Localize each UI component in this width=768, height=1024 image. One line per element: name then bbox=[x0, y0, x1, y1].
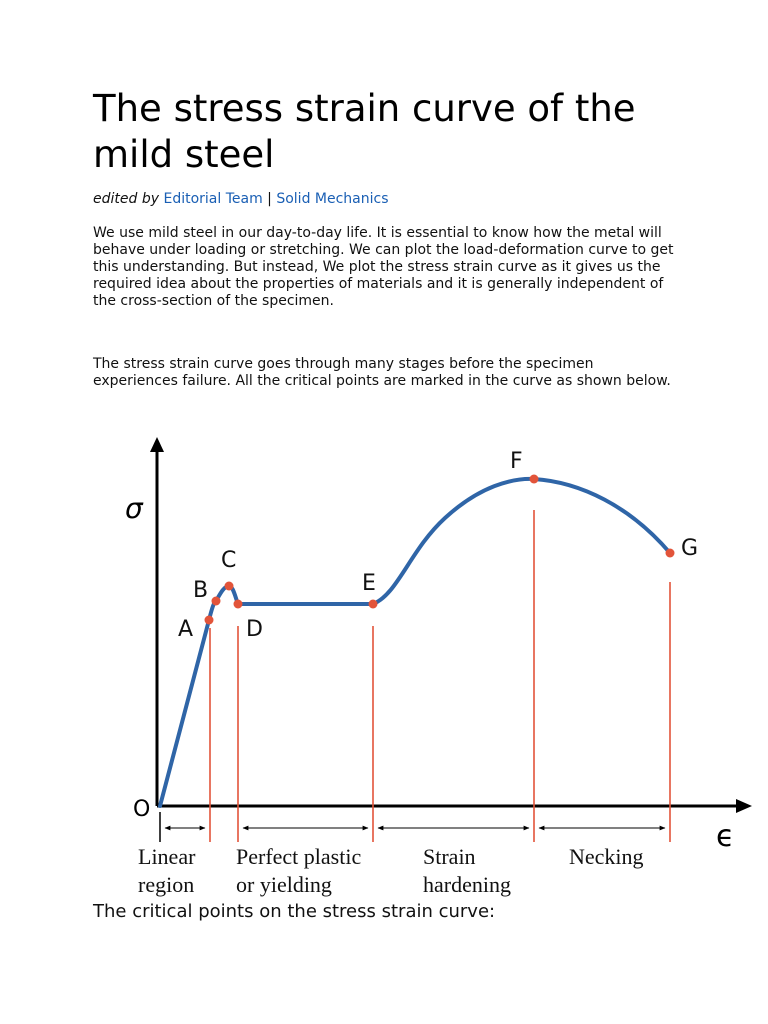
plastic-region-label-line1: Perfect plastic bbox=[236, 844, 362, 869]
stress-strain-curve bbox=[160, 479, 670, 806]
hardening-region-label-line2: hardening bbox=[423, 872, 511, 897]
stress-strain-figure bbox=[110, 430, 760, 900]
origin-label: O bbox=[133, 797, 151, 822]
linear-region-label-line2: region bbox=[138, 872, 195, 897]
linear-region-label-line1: Linear bbox=[138, 844, 196, 869]
strain-symbol: ϵ bbox=[716, 819, 735, 854]
point-g-label: G bbox=[681, 536, 699, 561]
necking-region-label: Necking bbox=[569, 844, 644, 869]
point-a-marker bbox=[205, 616, 214, 625]
point-c-label: C bbox=[221, 548, 237, 573]
point-c-marker bbox=[225, 582, 234, 591]
hardening-region-label-line1: Strain bbox=[423, 844, 476, 869]
point-e-label: E bbox=[362, 571, 376, 596]
intro-paragraph: We use mild steel in our day-to-day life. It is essential to know how the metal will behave under loading or stretching. We can plot the load-deformation curve to get this understanding. But instead, We plot the stress strain curve as it gives us the required idea about the properties of materials and it is generally independent of the cross-section of the specimen. bbox=[93, 225, 674, 309]
point-f-label: F bbox=[510, 449, 523, 474]
point-d-label: D bbox=[246, 617, 263, 642]
stages-paragraph: The stress strain curve goes through many stages before the specimen experiences failure. All the critical points are marked in the curve as shown below. bbox=[93, 356, 671, 389]
category-link[interactable]: Solid Mechanics bbox=[276, 191, 389, 207]
point-a-label: A bbox=[178, 617, 194, 642]
stress-strain-diagram bbox=[110, 430, 760, 900]
plastic-region-label-line2: or yielding bbox=[236, 872, 332, 897]
stress-symbol: σ bbox=[125, 492, 143, 525]
stress-axis-arrowhead bbox=[150, 437, 164, 452]
byline-prefix: edited by bbox=[93, 191, 160, 207]
byline bbox=[93, 190, 389, 208]
region-boundaries bbox=[210, 510, 670, 842]
point-g-marker bbox=[666, 549, 675, 558]
point-f-marker bbox=[530, 475, 539, 484]
point-b-marker bbox=[212, 597, 221, 606]
point-labels bbox=[178, 449, 698, 642]
point-d-marker bbox=[234, 600, 243, 609]
section-heading: The critical points on the stress strain curve: bbox=[93, 901, 496, 922]
author-link[interactable]: Editorial Team bbox=[163, 191, 263, 207]
byline-separator: | bbox=[267, 191, 272, 207]
point-e-marker bbox=[369, 600, 378, 609]
page-title: The stress strain curve of the mild steel bbox=[93, 87, 636, 176]
strain-axis-arrowhead bbox=[736, 799, 752, 813]
point-b-label: B bbox=[193, 578, 209, 603]
